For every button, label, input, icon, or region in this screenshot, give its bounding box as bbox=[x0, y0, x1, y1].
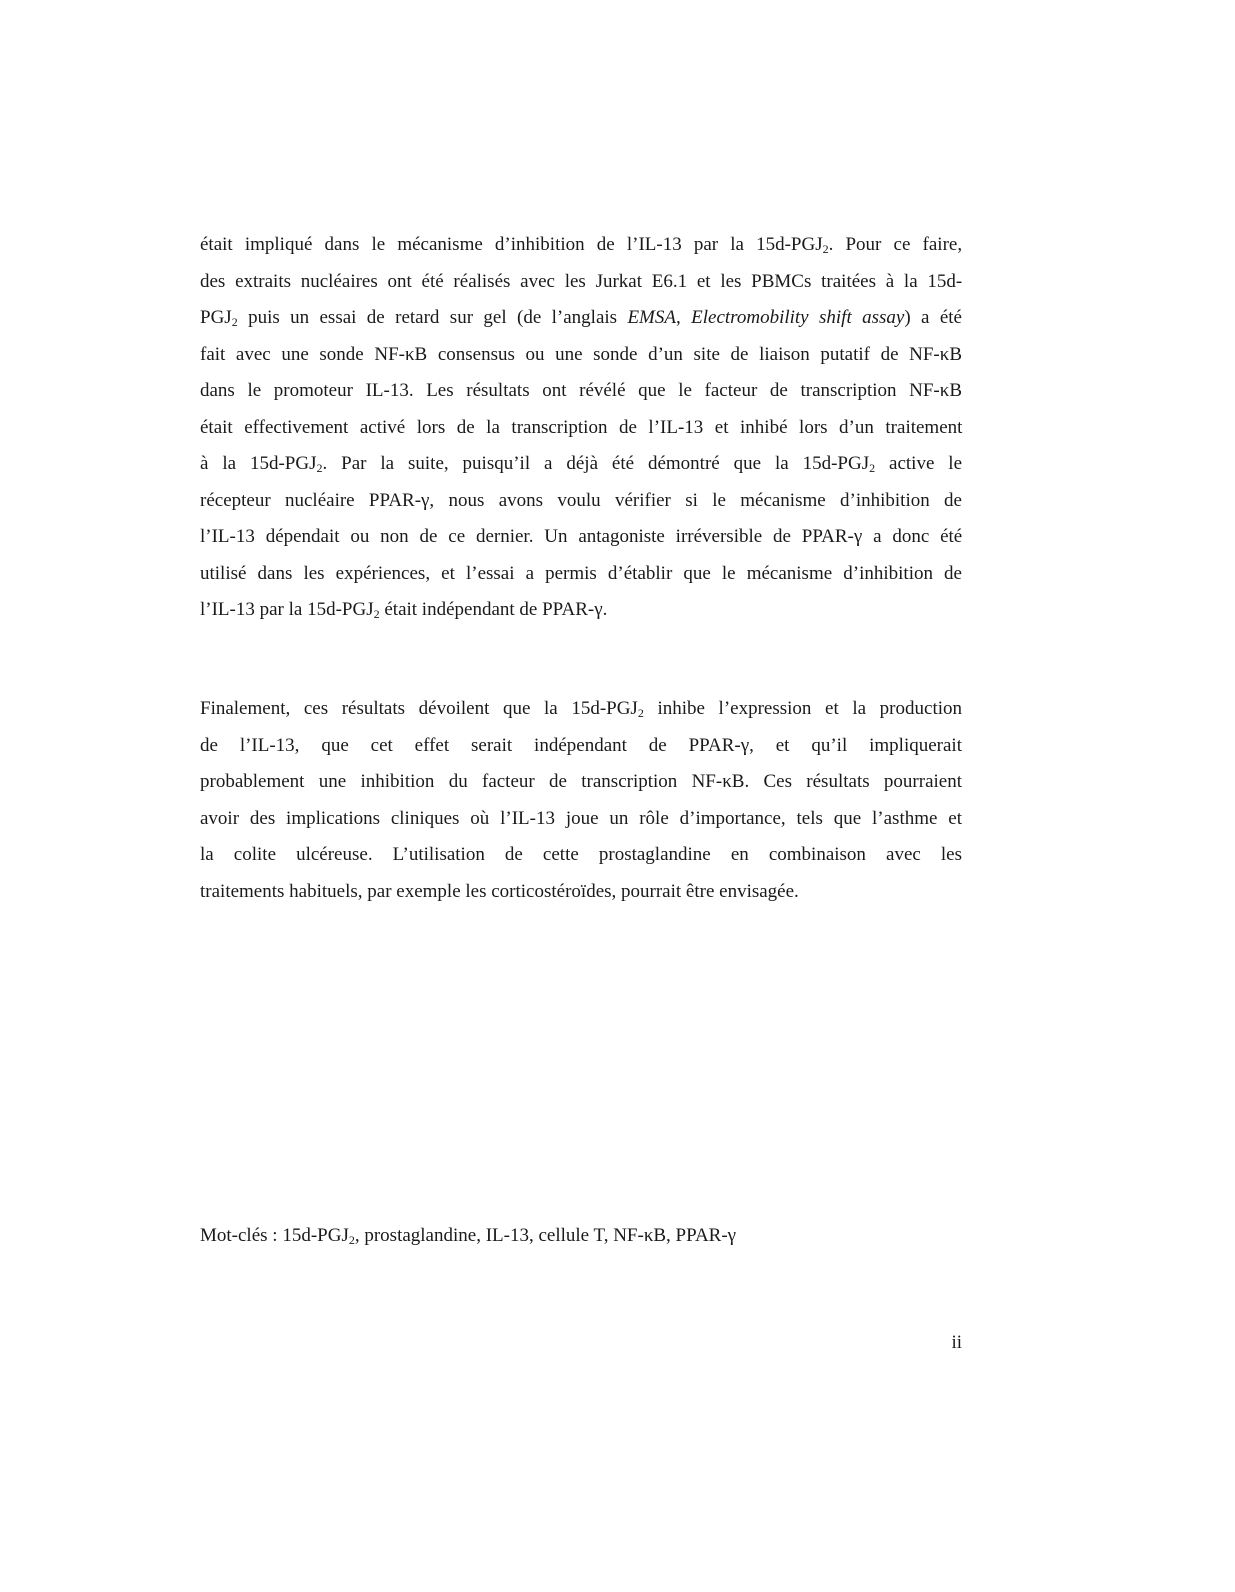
text-line: récepteur nucléaire PPAR-γ, nous avons voulu vérifier si le mécanisme d’inhibition de bbox=[200, 489, 962, 511]
keywords-label: Mot-clés : bbox=[200, 1225, 283, 1246]
text-line: probablement une inhibition du facteur de transcription NF-κB. Ces résultats pourraient bbox=[200, 771, 962, 792]
keyword-text: , prostaglandine, IL-13, cellule T, NF-κB, PPAR-γ bbox=[354, 1225, 737, 1246]
text-line: fait avec une sonde NF-κB consensus ou une sonde d’un site de liaison putatif de NF-κB bbox=[200, 343, 962, 365]
text-line: à la $15d-PGJ_2$. Par la suite, puisqu’il a déjà été démontré que la $15d-PGJ_2$ active le bbox=[200, 453, 962, 475]
text-line: des extraits nucléaires ont été réalisés avec les Jurkat E6.1 et les PBMCs traitées à la 15d- bbox=[200, 270, 963, 292]
keyword-subscript: 2 bbox=[348, 1233, 355, 1247]
text-line: l’IL-13 par la $15d-PGJ_2$ était indépendant de PPAR-γ. bbox=[200, 599, 608, 621]
text-line: la colite ulcéreuse. L’utilisation de cette prostaglandine en combinaison avec les bbox=[200, 844, 962, 865]
keyword-text: 15d-PGJ bbox=[282, 1225, 349, 1246]
text-line: $PGJ_2$ puis un essai de retard sur gel (de l’anglais EMSA, Electromobility shift assay) a été bbox=[200, 307, 962, 329]
page-number: ii bbox=[951, 1332, 962, 1353]
text-line: de l’IL-13, que cet effet serait indépendant de PPAR-γ, et qu’il impliquerait bbox=[200, 734, 962, 756]
text-line: dans le promoteur IL-13. Les résultats ont révélé que le facteur de transcription NF-κB bbox=[200, 380, 962, 401]
text-line: Finalement, ces résultats dévoilent que la $15d-PGJ_2$ inhibe l’expression et la production bbox=[200, 698, 962, 720]
text-line: était impliqué dans le mécanisme d’inhibition de l’IL-13 par la $15d-PGJ_2$. Pour ce faire, bbox=[200, 234, 963, 256]
text-line: traitements habituels, par exemple les corticostéroïdes, pourrait être envisagée. bbox=[200, 880, 799, 902]
text-line: l’IL-13 dépendait ou non de ce dernier. Un antagoniste irréversible de PPAR-γ a donc été bbox=[200, 526, 963, 547]
text-line: avoir des implications cliniques où l’IL-13 joue un rôle d’importance, tels que l’asthme et bbox=[200, 807, 962, 829]
paragraph-summary-results bbox=[200, 227, 962, 629]
paragraph-conclusion bbox=[200, 691, 962, 910]
text-line: était effectivement activé lors de la transcription de l’IL-13 et inhibé lors d’un traitement bbox=[200, 416, 963, 438]
text-line: utilisé dans les expériences, et l’essai a permis d’établir que le mécanisme d’inhibition de bbox=[200, 562, 962, 584]
keywords-line bbox=[200, 1218, 736, 1254]
